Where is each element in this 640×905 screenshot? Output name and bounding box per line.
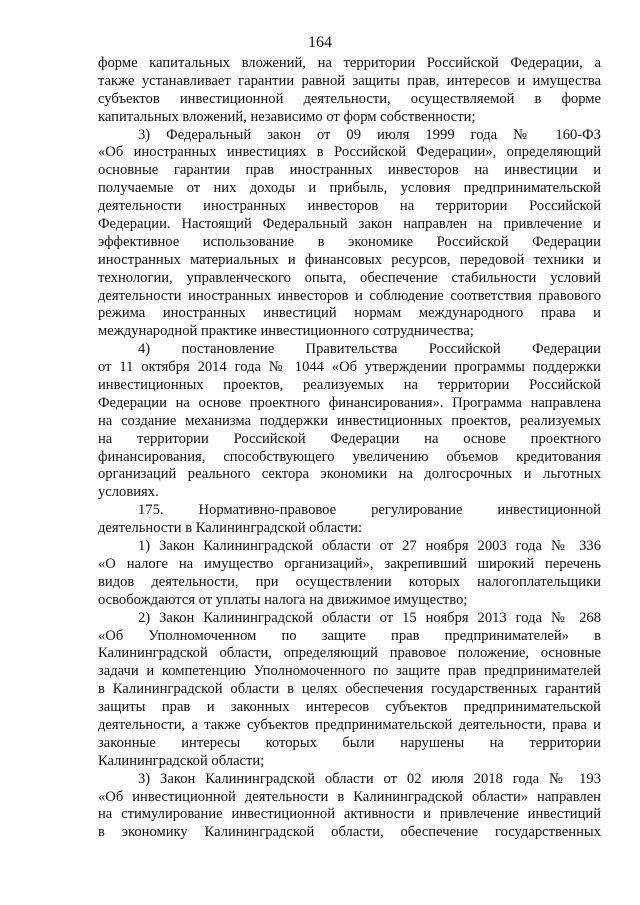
text-line: деятельности в Калининградской области: — [98, 520, 363, 537]
text-line: 2) Закон Калининградской области от 15 ноября 2013 года № 268 — [138, 609, 601, 626]
text-line: международной практике инвестиционного сотрудничества; — [98, 323, 474, 340]
text-line: Федерации на основе проектного финансирования». Программа направлена — [98, 394, 601, 411]
text-line: от 11 октября 2014 года № 1044 «Об утверждении программы поддержки — [98, 359, 601, 376]
text-line: Калининградской области, определяющий правовое положение, основные — [98, 645, 601, 662]
text-line: Федерации. Настоящий Федеральный закон направлен на привлечение и — [98, 216, 601, 233]
text-line: видов деятельности, при осуществлении которых налогоплательщики — [98, 573, 601, 590]
text-line: «Об иностранных инвестициях в Российской Федерации», определяющий — [98, 144, 601, 161]
text-line: субъектов инвестиционной деятельности, осуществляемой в форме — [98, 90, 601, 107]
text-line: получаемые от них доходы и прибыль, условия предпринимательской — [98, 180, 601, 197]
text-line: 3) Закон Калининградской области от 02 июля 2018 года № 193 — [138, 770, 601, 787]
text-line: в экономику Калининградской области, обеспечение государственных — [98, 824, 601, 841]
text-line: форме капитальных вложений, на территории Российской Федерации, а — [98, 55, 601, 71]
text-line: «Об инвестиционной деятельности в Калининградской области» направлен — [98, 788, 601, 805]
text-line: на создание механизма поддержки инвестиционных проектов, реализуемых — [98, 412, 601, 429]
text-line: 4) постановление Правительства Российской Федерации — [138, 341, 601, 358]
text-line: защиты прав и законных интересов субъектов предпринимательской — [98, 699, 601, 716]
text-line: законные интересы которых были нарушены на территории — [98, 734, 601, 751]
text-line: «О налоге на имущество организаций», закрепивший широкий перечень — [98, 555, 601, 572]
text-line: на стимулирование инвестиционной активности и привлечение инвестиций — [98, 806, 601, 823]
document-body — [98, 55, 601, 842]
text-line: задачи и компетенцию Уполномоченного по защите прав предпринимателей — [98, 663, 601, 680]
text-line: «Об Уполномоченном по защите прав предпринимателей» в — [98, 627, 601, 644]
text-line: 3) Федеральный закон от 09 июля 1999 года № 160-ФЗ — [138, 126, 601, 143]
text-line: капитальных вложений, независимо от форм собственности; — [98, 108, 476, 125]
text-line: режима иностранных инвестиций нормам международного права и — [98, 305, 601, 322]
text-line: также устанавливает гарантии равной защиты прав, интересов и имущества — [98, 72, 601, 89]
text-line: эффективное использование в экономике Российской Федерации — [98, 233, 601, 250]
text-line: в Калининградской области в целях обеспечения государственных гарантий — [98, 681, 601, 698]
text-line: финансирования, способствующего увеличению объемов кредитования — [98, 448, 601, 465]
text-line: технологии, управленческого опыта, обеспечение стабильности условий — [98, 269, 601, 286]
text-line: деятельности иностранных инвесторов на территории Российской — [98, 198, 601, 215]
text-line: основные гарантии прав иностранных инвесторов на инвестиции и — [98, 162, 601, 179]
text-line: иностранных материальных и финансовых ресурсов, передовой техники и — [98, 251, 601, 268]
text-line: на территории Российской Федерации на основе проектного — [98, 430, 601, 447]
page-number: 164 — [308, 34, 332, 51]
text-line: деятельности иностранных инвесторов и соблюдение соответствия правового — [98, 287, 601, 304]
text-line: организаций реального сектора экономики на долгосрочных и льготных — [98, 466, 601, 483]
text-line: 1) Закон Калининградской области от 27 ноября 2003 года № 336 — [138, 538, 601, 555]
text-line: инвестиционных проектов, реализуемых на территории Российской — [98, 377, 601, 394]
text-line: условиях. — [98, 484, 159, 501]
text-line: деятельности, а также субъектов предпринимательской деятельности, права и — [98, 716, 601, 733]
text-line: освобождаются от уплаты налога на движимое имущество; — [98, 591, 468, 608]
text-line: 175. Нормативно-правовое регулирование инвестиционной — [138, 502, 601, 519]
text-line: Калининградской области; — [98, 752, 265, 769]
